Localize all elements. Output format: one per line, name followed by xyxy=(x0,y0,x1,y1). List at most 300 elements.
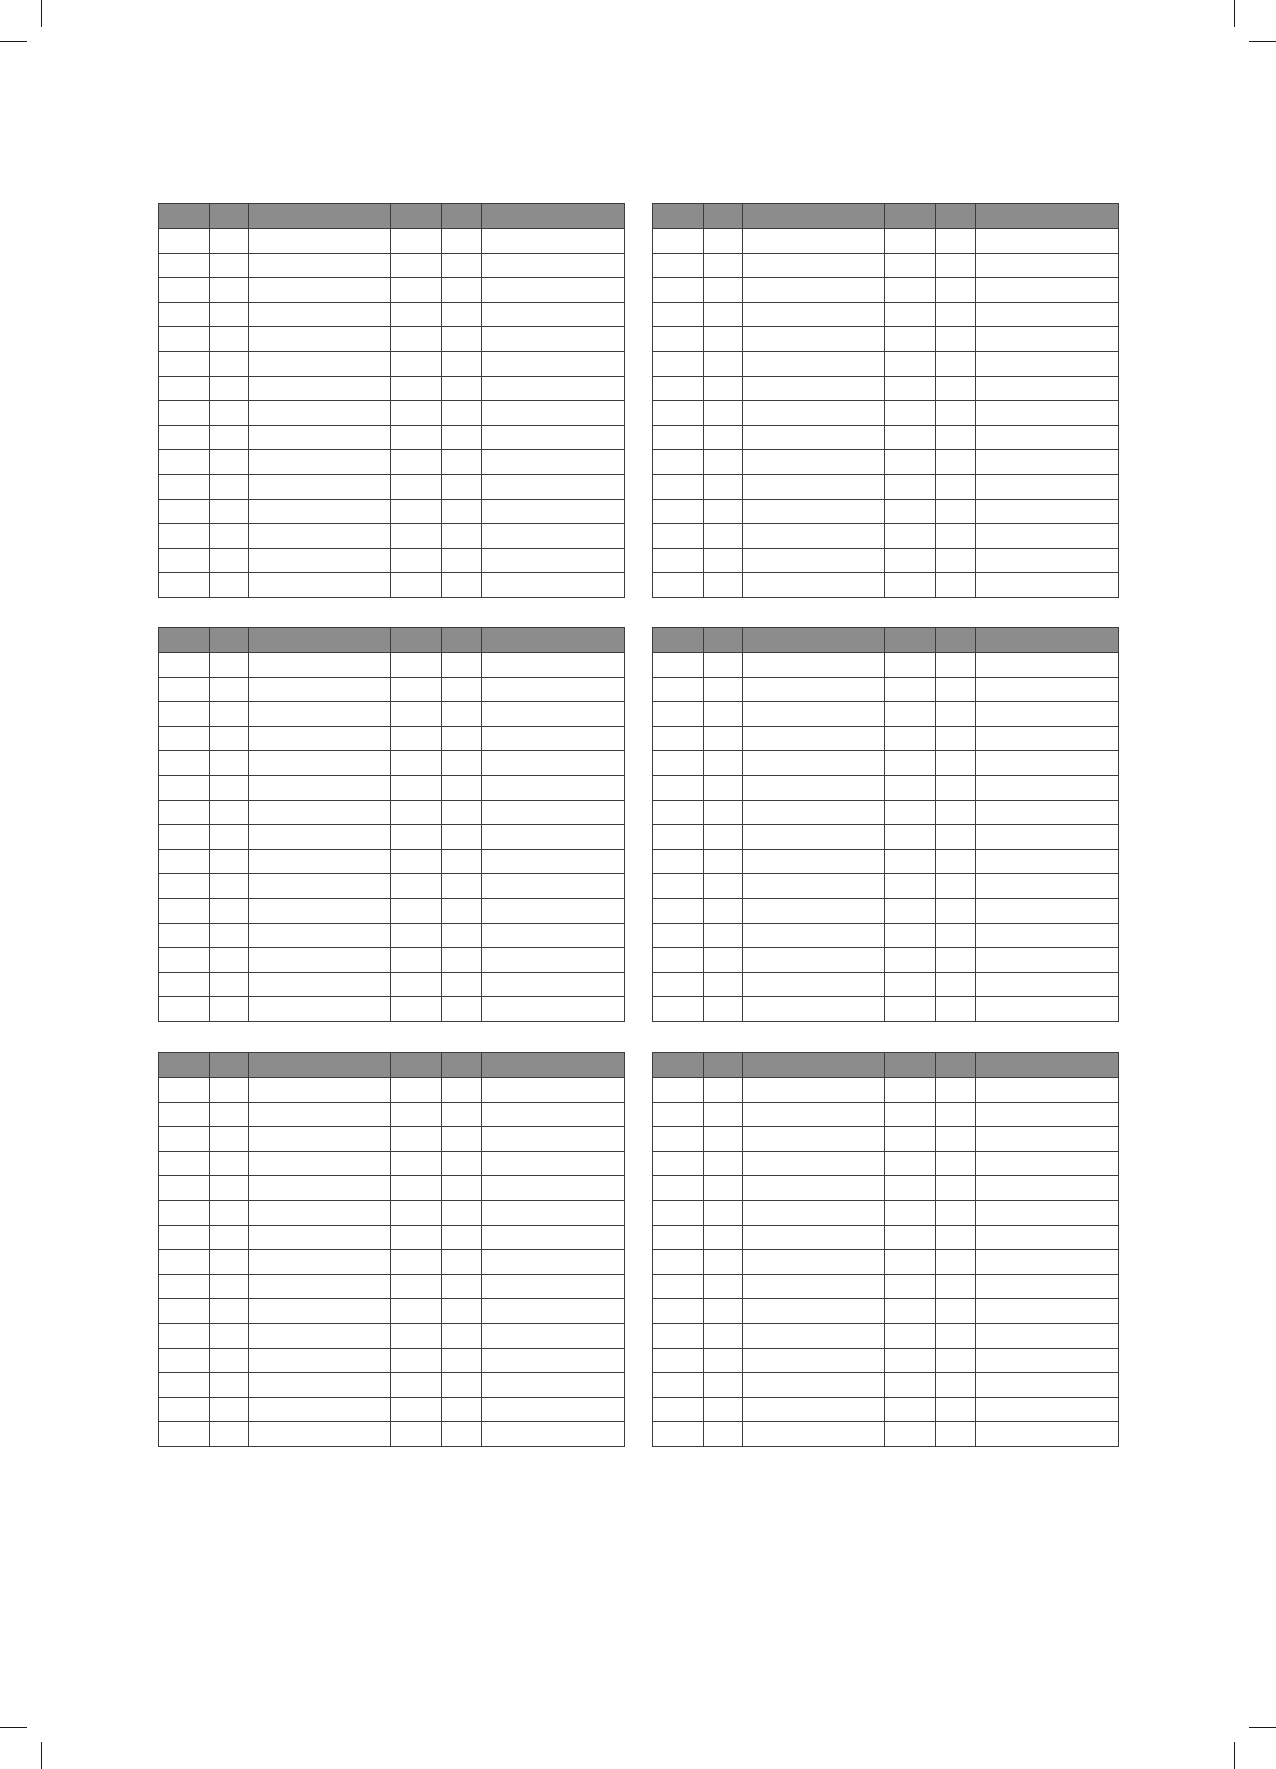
table-cell xyxy=(653,302,704,327)
table-cell xyxy=(442,800,482,825)
table-cell xyxy=(743,653,885,678)
table-cell xyxy=(159,278,210,303)
table-cell xyxy=(159,775,210,800)
column-header xyxy=(653,628,704,653)
table-cell xyxy=(936,677,976,702)
table-cell xyxy=(704,972,743,997)
table-cell xyxy=(442,653,482,678)
table-cell xyxy=(653,677,704,702)
table-row xyxy=(159,278,625,303)
table-cell xyxy=(159,1078,210,1103)
table-cell xyxy=(159,1397,210,1422)
table-cell xyxy=(885,1323,936,1348)
table-cell xyxy=(936,1225,976,1250)
table-cell xyxy=(442,401,482,426)
table-cell xyxy=(936,401,976,426)
table-bottom-right xyxy=(652,1052,1119,1447)
table-cell xyxy=(653,1078,704,1103)
table-row xyxy=(653,1176,1119,1201)
table-cell xyxy=(482,849,625,874)
table-cell xyxy=(391,702,442,727)
table-cell xyxy=(442,1102,482,1127)
table-cell xyxy=(885,1250,936,1275)
table-cell xyxy=(743,1373,885,1398)
table-header-row xyxy=(653,628,1119,653)
table-cell xyxy=(704,1078,743,1103)
table-cell xyxy=(482,1348,625,1373)
table-cell xyxy=(704,1102,743,1127)
table-cell xyxy=(442,1397,482,1422)
table-cell xyxy=(976,874,1119,899)
table-row xyxy=(159,1299,625,1324)
table-cell xyxy=(249,874,391,899)
table-cell xyxy=(936,726,976,751)
table-row xyxy=(653,1127,1119,1152)
table-cell xyxy=(391,229,442,254)
table-cell xyxy=(704,548,743,573)
table-cell xyxy=(743,450,885,475)
table-cell xyxy=(210,1299,249,1324)
table-cell xyxy=(442,327,482,352)
table-cell xyxy=(391,677,442,702)
table-cell xyxy=(936,1176,976,1201)
table-cell xyxy=(704,898,743,923)
table-cell xyxy=(653,1299,704,1324)
table-cell xyxy=(936,376,976,401)
table-cell xyxy=(210,1151,249,1176)
table-cell xyxy=(653,972,704,997)
table-row xyxy=(653,1078,1119,1103)
table-cell xyxy=(653,1397,704,1422)
table-cell xyxy=(885,302,936,327)
table-row xyxy=(653,1299,1119,1324)
table-cell xyxy=(653,1348,704,1373)
table-cell xyxy=(936,702,976,727)
column-header xyxy=(743,1053,885,1078)
table-cell xyxy=(249,1373,391,1398)
table-row xyxy=(653,327,1119,352)
table-cell xyxy=(743,548,885,573)
table-cell xyxy=(391,825,442,850)
table-cell xyxy=(249,573,391,598)
table-cell xyxy=(743,849,885,874)
table-cell xyxy=(210,1102,249,1127)
table-cell xyxy=(936,229,976,254)
table-cell xyxy=(653,376,704,401)
table-cell xyxy=(885,923,936,948)
table-cell xyxy=(442,450,482,475)
table-cell xyxy=(159,1225,210,1250)
table-cell xyxy=(442,1078,482,1103)
table-cell xyxy=(159,1200,210,1225)
table-cell xyxy=(976,653,1119,678)
table-cell xyxy=(391,874,442,899)
table-cell xyxy=(159,1348,210,1373)
table-row xyxy=(653,849,1119,874)
table-cell xyxy=(653,351,704,376)
table-cell xyxy=(159,1299,210,1324)
table-cell xyxy=(391,1274,442,1299)
table-cell xyxy=(743,278,885,303)
column-header xyxy=(391,1053,442,1078)
table-cell xyxy=(442,351,482,376)
table-cell xyxy=(976,1102,1119,1127)
table-cell xyxy=(210,327,249,352)
table-cell xyxy=(482,898,625,923)
table-cell xyxy=(976,849,1119,874)
table-row xyxy=(159,1225,625,1250)
table-cell xyxy=(210,972,249,997)
table-cell xyxy=(482,1274,625,1299)
table-cell xyxy=(210,948,249,973)
table-cell xyxy=(976,898,1119,923)
table-row xyxy=(159,972,625,997)
table-cell xyxy=(210,1373,249,1398)
table-row xyxy=(159,653,625,678)
table-cell xyxy=(482,376,625,401)
column-header xyxy=(442,628,482,653)
table-cell xyxy=(210,401,249,426)
table-cell xyxy=(249,1200,391,1225)
table-row xyxy=(159,849,625,874)
table-cell xyxy=(249,1422,391,1447)
table-cell xyxy=(704,425,743,450)
table-row xyxy=(159,1078,625,1103)
table-cell xyxy=(936,327,976,352)
table-cell xyxy=(976,1151,1119,1176)
table-cell xyxy=(704,948,743,973)
table-row xyxy=(159,1176,625,1201)
table-row xyxy=(159,450,625,475)
table-cell xyxy=(653,1200,704,1225)
table-row xyxy=(653,1151,1119,1176)
table-cell xyxy=(159,1250,210,1275)
table-cell xyxy=(442,948,482,973)
table-cell xyxy=(391,1250,442,1275)
table-row xyxy=(159,1422,625,1447)
table-cell xyxy=(442,548,482,573)
table-cell xyxy=(743,253,885,278)
table-cell xyxy=(704,800,743,825)
table-cell xyxy=(249,548,391,573)
table-cell xyxy=(885,1397,936,1422)
table-cell xyxy=(936,253,976,278)
column-header xyxy=(442,1053,482,1078)
table-cell xyxy=(249,425,391,450)
table-cell xyxy=(249,1151,391,1176)
table-cell xyxy=(653,1422,704,1447)
table-top-left xyxy=(158,203,625,598)
table-cell xyxy=(743,825,885,850)
table-cell xyxy=(482,450,625,475)
table-cell xyxy=(442,997,482,1022)
table-cell xyxy=(210,425,249,450)
table-cell xyxy=(391,948,442,973)
table-cell xyxy=(704,1422,743,1447)
table-cell xyxy=(976,1323,1119,1348)
table-cell xyxy=(159,1422,210,1447)
table-cell xyxy=(249,1299,391,1324)
table-cell xyxy=(442,229,482,254)
table-cell xyxy=(391,972,442,997)
table-cell xyxy=(976,1274,1119,1299)
table-cell xyxy=(391,775,442,800)
table-cell xyxy=(743,302,885,327)
table-row xyxy=(653,229,1119,254)
table-row xyxy=(653,1250,1119,1275)
table-cell xyxy=(482,1250,625,1275)
table-cell xyxy=(249,1397,391,1422)
column-header xyxy=(743,204,885,229)
table-cell xyxy=(391,1127,442,1152)
column-header xyxy=(704,1053,743,1078)
table-cell xyxy=(743,1225,885,1250)
table-cell xyxy=(442,499,482,524)
table-cell xyxy=(704,874,743,899)
table-row xyxy=(653,677,1119,702)
table-cell xyxy=(743,376,885,401)
table-cell xyxy=(391,1299,442,1324)
table-row xyxy=(653,278,1119,303)
column-header xyxy=(976,1053,1119,1078)
table-cell xyxy=(885,775,936,800)
table-cell xyxy=(249,726,391,751)
table-cell xyxy=(704,1373,743,1398)
table-cell xyxy=(653,898,704,923)
table-row xyxy=(159,327,625,352)
table-cell xyxy=(885,702,936,727)
table-cell xyxy=(210,474,249,499)
table-cell xyxy=(976,1200,1119,1225)
table-cell xyxy=(159,229,210,254)
table-cell xyxy=(704,229,743,254)
table-cell xyxy=(442,775,482,800)
table-cell xyxy=(885,524,936,549)
table-cell xyxy=(885,229,936,254)
table-cell xyxy=(936,825,976,850)
column-header xyxy=(482,1053,625,1078)
table-cell xyxy=(885,800,936,825)
table-row xyxy=(653,376,1119,401)
table-cell xyxy=(704,825,743,850)
table-cell xyxy=(936,351,976,376)
table-cell xyxy=(653,849,704,874)
table-cell xyxy=(159,1102,210,1127)
table-cell xyxy=(704,1200,743,1225)
table-cell xyxy=(391,376,442,401)
table-cell xyxy=(391,1225,442,1250)
column-header xyxy=(159,628,210,653)
table-cell xyxy=(936,923,976,948)
table-cell xyxy=(976,1373,1119,1398)
table-cell xyxy=(482,1422,625,1447)
crop-mark-bottom-right-horizontal xyxy=(1249,1727,1276,1728)
table-cell xyxy=(249,653,391,678)
table-cell xyxy=(976,278,1119,303)
table-cell xyxy=(442,302,482,327)
table-cell xyxy=(704,1127,743,1152)
table-cell xyxy=(936,1348,976,1373)
table-cell xyxy=(976,327,1119,352)
table-row xyxy=(653,1373,1119,1398)
table-cell xyxy=(936,524,976,549)
table-row xyxy=(653,573,1119,598)
table-cell xyxy=(391,653,442,678)
table-cell xyxy=(482,401,625,426)
table-cell xyxy=(743,800,885,825)
table-cell xyxy=(159,401,210,426)
table-cell xyxy=(210,1323,249,1348)
table-cell xyxy=(210,548,249,573)
table-cell xyxy=(159,474,210,499)
table-cell xyxy=(391,253,442,278)
table-cell xyxy=(885,997,936,1022)
column-header xyxy=(249,1053,391,1078)
table-cell xyxy=(743,972,885,997)
table-cell xyxy=(936,1397,976,1422)
table-cell xyxy=(249,524,391,549)
table-cell xyxy=(391,425,442,450)
table-cell xyxy=(159,425,210,450)
table-cell xyxy=(249,278,391,303)
table-cell xyxy=(653,1176,704,1201)
table-row xyxy=(159,253,625,278)
table-cell xyxy=(743,923,885,948)
table-cell xyxy=(743,726,885,751)
table-cell xyxy=(391,1176,442,1201)
table-cell xyxy=(442,702,482,727)
table-cell xyxy=(159,726,210,751)
table-cell xyxy=(885,278,936,303)
table-cell xyxy=(704,351,743,376)
table-cell xyxy=(653,825,704,850)
table-cell xyxy=(976,702,1119,727)
table-row xyxy=(159,775,625,800)
table-cell xyxy=(653,702,704,727)
table-row xyxy=(653,425,1119,450)
table-cell xyxy=(885,450,936,475)
column-header xyxy=(704,204,743,229)
table-cell xyxy=(743,573,885,598)
table-cell xyxy=(976,825,1119,850)
table-cell xyxy=(249,948,391,973)
table-cell xyxy=(249,1274,391,1299)
table-cell xyxy=(653,474,704,499)
table-cell xyxy=(743,425,885,450)
table-cell xyxy=(704,401,743,426)
column-header xyxy=(653,1053,704,1078)
table-cell xyxy=(210,653,249,678)
table-cell xyxy=(653,524,704,549)
table-cell xyxy=(976,775,1119,800)
table-cell xyxy=(482,800,625,825)
table-cell xyxy=(210,1397,249,1422)
table-cell xyxy=(743,948,885,973)
table-cell xyxy=(210,499,249,524)
table-cell xyxy=(885,972,936,997)
table-cell xyxy=(653,499,704,524)
table-row xyxy=(653,474,1119,499)
table-cell xyxy=(159,548,210,573)
table-cell xyxy=(653,573,704,598)
table-row xyxy=(159,401,625,426)
table-row xyxy=(653,1348,1119,1373)
table-row xyxy=(653,775,1119,800)
table-cell xyxy=(885,1127,936,1152)
table-cell xyxy=(249,751,391,776)
crop-mark-bottom-right-vertical xyxy=(1234,1742,1235,1769)
table-cell xyxy=(249,327,391,352)
table-cell xyxy=(653,1102,704,1127)
table-cell xyxy=(704,499,743,524)
table-cell xyxy=(482,948,625,973)
table-cell xyxy=(743,1127,885,1152)
table-cell xyxy=(482,751,625,776)
table-cell xyxy=(653,1127,704,1152)
table-row xyxy=(653,726,1119,751)
table-cell xyxy=(885,548,936,573)
table-cell xyxy=(976,1299,1119,1324)
table-header-row xyxy=(159,628,625,653)
column-header xyxy=(936,204,976,229)
table-cell xyxy=(885,874,936,899)
table-cell xyxy=(159,1323,210,1348)
table-cell xyxy=(442,825,482,850)
table-cell xyxy=(442,1299,482,1324)
table-cell xyxy=(482,573,625,598)
table-cell xyxy=(976,972,1119,997)
table-row xyxy=(159,302,625,327)
table-cell xyxy=(249,1078,391,1103)
table-cell xyxy=(976,1225,1119,1250)
table-cell xyxy=(210,898,249,923)
table-cell xyxy=(482,1078,625,1103)
table-cell xyxy=(482,1323,625,1348)
table-cell xyxy=(704,573,743,598)
table-cell xyxy=(976,499,1119,524)
table-header-row xyxy=(159,1053,625,1078)
table-cell xyxy=(249,1102,391,1127)
table-cell xyxy=(885,1373,936,1398)
table-cell xyxy=(210,278,249,303)
table-cell xyxy=(442,726,482,751)
table-cell xyxy=(936,1127,976,1152)
table-row xyxy=(653,751,1119,776)
column-header xyxy=(159,204,210,229)
table-cell xyxy=(976,1250,1119,1275)
table-cell xyxy=(976,948,1119,973)
table-cell xyxy=(704,1250,743,1275)
table-cell xyxy=(391,302,442,327)
table-row xyxy=(159,425,625,450)
table-cell xyxy=(391,751,442,776)
table-cell xyxy=(976,997,1119,1022)
table-cell xyxy=(159,825,210,850)
table-cell xyxy=(159,302,210,327)
table-cell xyxy=(885,474,936,499)
table-cell xyxy=(391,1323,442,1348)
table-cell xyxy=(391,573,442,598)
table-cell xyxy=(976,800,1119,825)
table-cell xyxy=(482,253,625,278)
crop-mark-top-left-vertical xyxy=(41,0,42,27)
table-cell xyxy=(743,874,885,899)
table-cell xyxy=(391,1078,442,1103)
table-cell xyxy=(210,702,249,727)
table-cell xyxy=(653,548,704,573)
table-cell xyxy=(482,653,625,678)
table-row xyxy=(159,1348,625,1373)
